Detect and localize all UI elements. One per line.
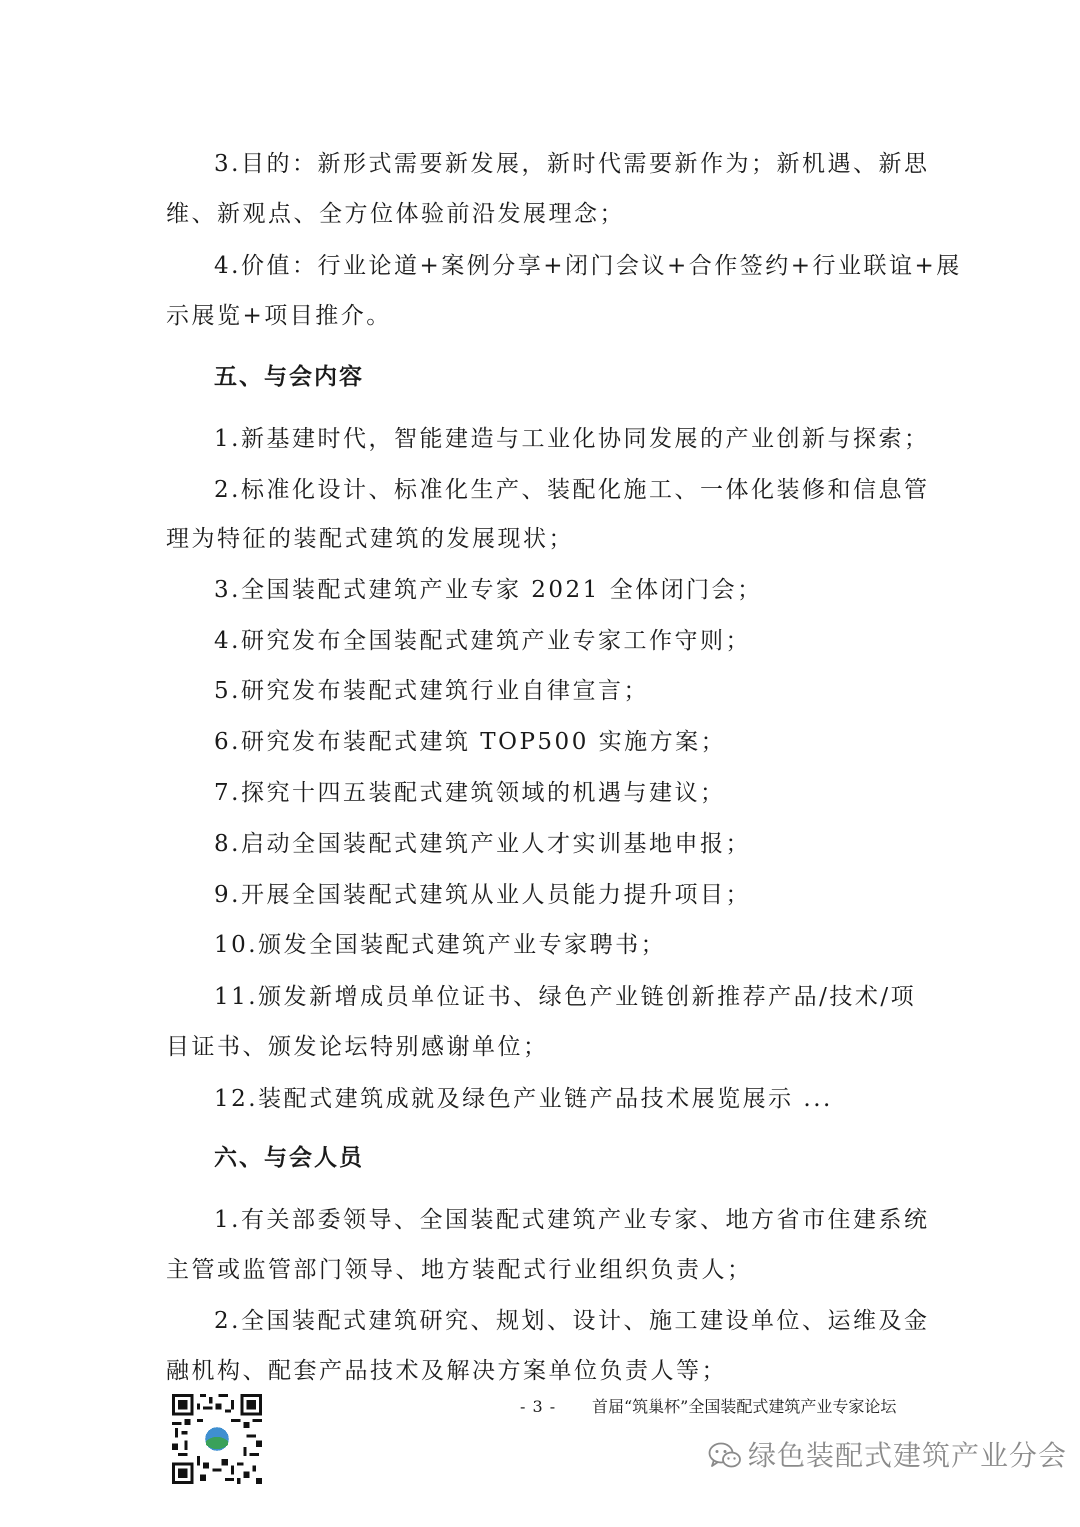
content-item-11-line-1: 11.颁发新增成员单位证书、绿色产业链创新推荐产品/技术/项 xyxy=(214,984,917,1010)
content-item-7: 7.探究十四五装配式建筑领域的机遇与建议； xyxy=(214,780,726,806)
attendee-item-1-line-1: 1.有关部委领导、全国装配式建筑产业专家、地方省市住建系统 xyxy=(214,1207,930,1233)
content-item-11-line-2: 目证书、颁发论坛特别感谢单位； xyxy=(166,1034,549,1060)
qr-code-icon xyxy=(172,1394,262,1484)
content-item-1: 1.新基建时代，智能建造与工业化协同发展的产业创新与探索； xyxy=(214,426,930,452)
section-heading-attendees: 六、与会人员 xyxy=(214,1145,364,1171)
page-number: - 3 - xyxy=(520,1397,557,1416)
content-item-2-line-1: 2.标准化设计、标准化生产、装配化施工、一体化装修和信息管 xyxy=(214,477,930,503)
item-3-purpose-line-1: 3.目的：新形式需要新发展，新时代需要新作为；新机遇、新思 xyxy=(214,151,930,177)
content-item-2-line-2: 理为特征的装配式建筑的发展现状； xyxy=(166,526,574,552)
item-3-purpose-line-2: 维、新观点、全方位体验前沿发展理念； xyxy=(166,201,625,227)
content-item-6: 6.研究发布装配式建筑 TOP500 实施方案； xyxy=(214,729,727,755)
content-item-3: 3.全国装配式建筑产业专家 2021 全体闭门会； xyxy=(214,577,763,603)
wechat-icon xyxy=(708,1441,742,1471)
wechat-watermark xyxy=(708,1436,1067,1476)
attendee-item-2-line-2: 融机构、配套产品技术及解决方案单位负责人等； xyxy=(166,1358,727,1384)
content-item-9: 9.开展全国装配式建筑从业人员能力提升项目； xyxy=(214,882,751,908)
watermark-text: 绿色装配式建筑产业分会 xyxy=(748,1439,1068,1472)
attendee-item-1-line-2: 主管或监管部门领导、地方装配式行业组织负责人； xyxy=(166,1257,753,1283)
content-item-12: 12.装配式建筑成就及绿色产业链产品技术展览展示 ... xyxy=(214,1086,833,1112)
item-4-value-line-1: 4.价值：行业论道+案例分享+闭门会议+合作签约+行业联谊+展 xyxy=(214,253,962,279)
content-item-5: 5.研究发布装配式建筑行业自律宣言； xyxy=(214,678,649,704)
item-4-value-line-2: 示展览+项目推介。 xyxy=(166,303,392,329)
content-item-4: 4.研究发布全国装配式建筑产业专家工作守则； xyxy=(214,628,751,654)
attendee-item-2-line-1: 2.全国装配式建筑研究、规划、设计、施工建设单位、运维及金 xyxy=(214,1308,930,1334)
section-heading-meeting-content: 五、与会内容 xyxy=(214,364,364,390)
content-item-10: 10.颁发全国装配式建筑产业专家聘书； xyxy=(214,932,667,958)
footer-title: 首届“筑巢杯”全国装配式建筑产业专家论坛 xyxy=(592,1397,897,1416)
content-item-8: 8.启动全国装配式建筑产业人才实训基地申报； xyxy=(214,831,751,857)
